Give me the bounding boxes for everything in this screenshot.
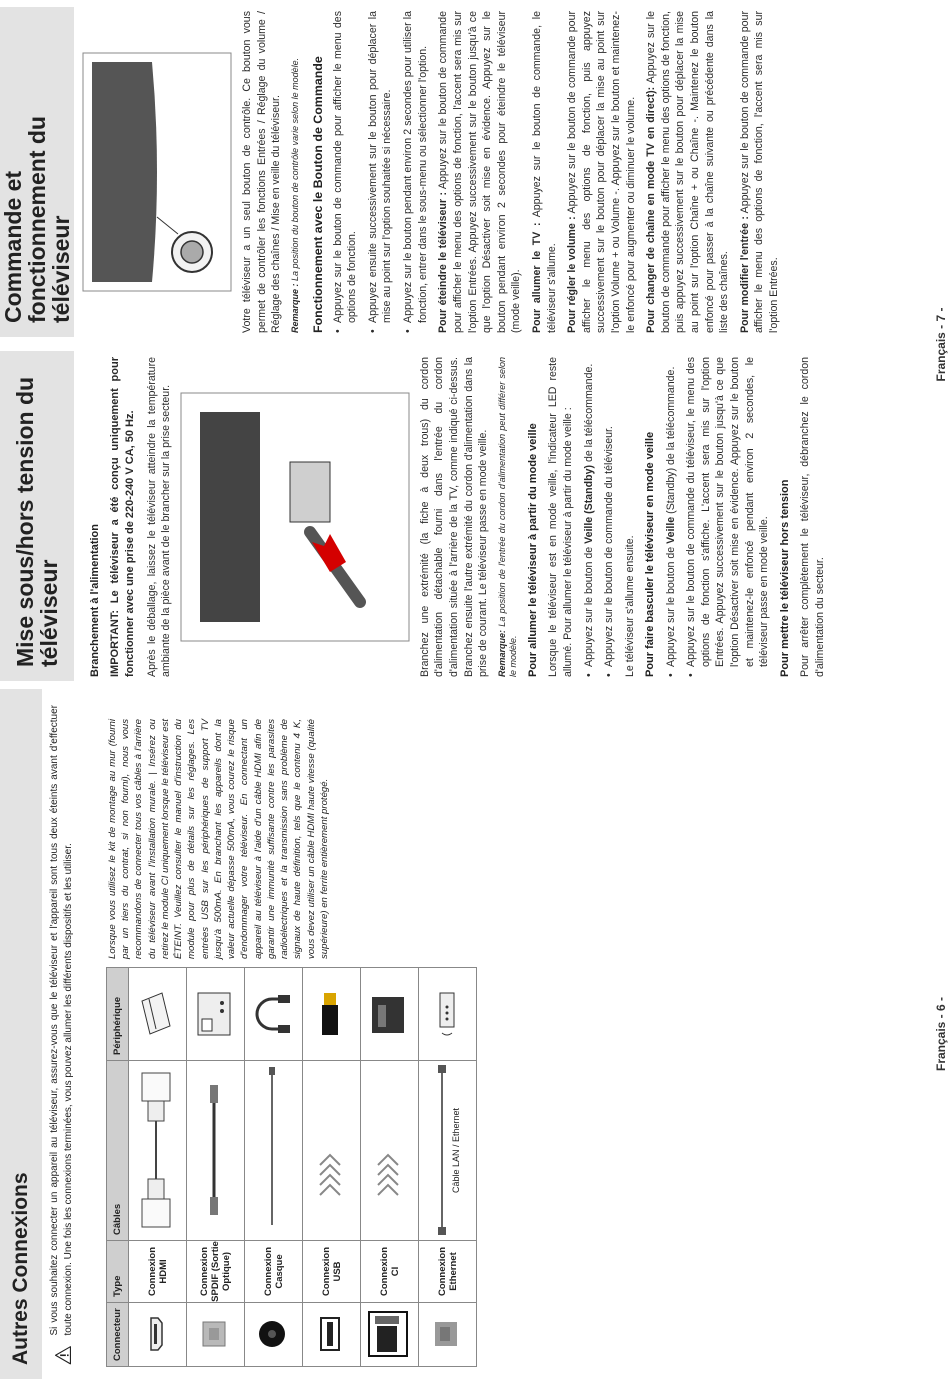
headphone-jack-icon bbox=[245, 1303, 303, 1367]
spdif-connector-icon bbox=[187, 1303, 245, 1367]
title-commande: Commande et fonctionnement du téléviseur bbox=[0, 7, 74, 337]
column-alimentation bbox=[82, 357, 833, 677]
para-chaine bbox=[644, 11, 732, 333]
list-item-text: Appuyez sur le bouton de bbox=[664, 546, 677, 667]
spdif-cable-icon bbox=[187, 1061, 245, 1241]
note-cordon-text: La position de l'entrée du cordon d'alimentation peut différer selon le modèle. bbox=[496, 357, 519, 677]
note-bouton bbox=[290, 11, 302, 333]
device-cam-module-icon bbox=[361, 968, 419, 1061]
para-hors-tension: Pour arrêter complètement le téléviseur, débranchez le cordon d'alimentation du secteur. bbox=[798, 357, 826, 677]
text-volume: Appuyez sur le bouton de commande pour afficher le menu des options de fonction, puis appuyez successivement sur le bouton pour déplacer la mise au point sur l'option Volume + ou Volume -. Appuyez sur le bouton et maintenez-le enfoncé pour augmenter ou diminuer le volume. bbox=[566, 11, 637, 333]
type-usb: Connexion USB bbox=[303, 1241, 361, 1303]
col-type: Type bbox=[107, 1241, 129, 1303]
page-mise-sous-tension bbox=[0, 0, 950, 689]
list-item-text: (Standby) de la télécommande. bbox=[664, 366, 677, 514]
hdmi-connector-icon bbox=[129, 1303, 187, 1367]
device-router-icon bbox=[419, 968, 477, 1061]
list-allumer bbox=[582, 357, 617, 677]
list-item-bold: Veille (Standby) bbox=[582, 465, 595, 544]
title-mise-sous-tension: Mise sous/hors tension du téléviseur bbox=[0, 351, 74, 681]
para-branchez: Branchez une extrémité (la fiche à deux trous) du cordon d'alimentation détachable fourni dans l'entrée du cordon d'alimentation située à l'arrière de la TV, comme indiqué ci-dessus. Branchez ensuite l'autre extrémité du cordon d'alimentation dans la prise de courant. Le téléviseur passe en mode veille. bbox=[418, 357, 490, 677]
ci-chevrons-icon bbox=[361, 1061, 419, 1241]
list-item: • Appuyez sur le bouton de commande pour afficher le menu des options de fonction. bbox=[331, 11, 360, 333]
para-eteindre bbox=[436, 11, 524, 333]
device-usb-stick-icon bbox=[303, 968, 361, 1061]
device-dvd-icon bbox=[129, 968, 187, 1061]
column-commande bbox=[82, 11, 788, 333]
list-item-text: Appuyez sur le bouton de bbox=[582, 546, 595, 667]
type-hdmi: Connexion HDMI bbox=[129, 1241, 187, 1303]
para-bouton: Votre téléviseur a un seul bouton de contrôle. Ce bouton vous permet de contrôler les fonctions Entrées / Réglage du volume / Réglage des chaînes / Mise en veille du téléviseur. bbox=[241, 11, 283, 333]
table-row bbox=[361, 968, 419, 1367]
list-item: • Appuyez ensuite successivement sur le bouton pour déplacer la mise au point sur l'option souhaitée si nécessaire. bbox=[366, 11, 395, 333]
lead-allumer-tv: Pour allumer le TV : bbox=[530, 222, 543, 333]
type-casque: Connexion Casque bbox=[245, 1241, 303, 1303]
para-allume: Le téléviseur s'allume ensuite. bbox=[623, 535, 636, 677]
warning-block bbox=[48, 705, 78, 1365]
heading-hors-tension: Pour mettre le téléviseur hors tension bbox=[778, 479, 791, 677]
list-item-bold: Veille bbox=[664, 516, 677, 544]
important-note: IMPORTANT: Le téléviseur a été conçu uniquement pour fonctionner avec une prise de 220-240 V CA, 50 Hz. bbox=[109, 357, 137, 677]
table-row bbox=[129, 968, 187, 1367]
type-ethernet: Connexion Ethernet bbox=[419, 1241, 477, 1303]
ethernet-port-icon bbox=[419, 1303, 477, 1367]
note-bouton-text: La position du bouton de contrôle varie selon le modèle. bbox=[289, 57, 300, 281]
list-item: • Appuyez sur le bouton pendant environ 2 secondes pour utiliser la fonction, entrer dans le sous-menu ou sélectionner l'option. bbox=[401, 11, 430, 333]
para-volume bbox=[565, 11, 638, 333]
col-cables: Câbles bbox=[107, 1061, 129, 1241]
note-cordon-label: Remarque: bbox=[496, 629, 507, 677]
list-item-text: de la télécommande. bbox=[582, 363, 595, 463]
table-row bbox=[303, 968, 361, 1367]
heading-allumer: Pour allumer le téléviseur à partir du mode veille bbox=[527, 423, 540, 677]
list-item bbox=[582, 357, 597, 677]
text-chaine: Appuyez sur le bouton de commande pour afficher le menu des options de fonction, puis appuyez successivement sur le bouton pour déplacer la mise au point sur l'option Chaîne + ou Chaîne -. Maintenez le bouton enfoncé pour passer à la chaîne suivante ou précédente dans la liste des chaînes. bbox=[645, 10, 731, 333]
list-item: • Appuyez sur le bouton de commande du téléviseur. bbox=[602, 357, 617, 677]
title-autres-connexions: Autres Connexions bbox=[0, 689, 42, 1379]
para-deballage: Après le déballage, laissez le téléviseur atteindre la température ambiante de la pièce avant de le brancher sur la prise secteur. bbox=[145, 357, 173, 677]
lead-chaine: Pour changer de chaîne en mode TV en direct): bbox=[645, 86, 658, 333]
side-note: Lorsque vous utilisez le kit de montage au mur (fourni par un tiers du contrat, si non fourni), nous vous recommandons de connecter tous vos câbles à l'arrière du téléviseur avant l'installation murale. | Insérez ou retirez le module CI uniquement lorsque le téléviseur est ÉTEINT. Veuillez consulter le manuel d'instruction du module pour plus de détails sur les réglages. Les entrées USB sur les périphériques de support TV jusqu'à 500mA. En branchant les appareils dont la valeur actuelle dépasse 500mA, vous courez le risque d'endommager votre téléviseur. En connectant un appareil au téléviseur à l'aide d'un câble HDMI afin de garantir une immunité suffisante contre les parasites radioélectriques et la transmission sans problème de signaux de haute définition, tels que le contenu 4 K, vous devez utiliser un câble HDMI haute vitesse (qualité supérieure) en ferrite entièrement protégé. bbox=[107, 719, 330, 959]
page-autres-connexions bbox=[0, 689, 950, 1379]
footer-page-7: Français - 7 - bbox=[934, 307, 948, 382]
heading-branchement: Branchement à l'alimentation bbox=[89, 524, 101, 677]
device-amplifier-icon bbox=[187, 968, 245, 1061]
list-item bbox=[664, 357, 679, 677]
headphone-cable-icon bbox=[245, 1061, 303, 1241]
table-row bbox=[187, 968, 245, 1367]
usb-port-icon bbox=[303, 1303, 361, 1367]
text-allumer-tv: Appuyez sur le bouton de commande, le téléviseur s'allume. bbox=[530, 11, 558, 333]
control-button-illustration bbox=[82, 52, 232, 292]
para-allumer: Lorsque le téléviseur est en mode veille, l'indicateur LED reste allumé. Pour allumer le téléviseur à partir du mode veille : bbox=[547, 357, 574, 677]
ethernet-cable-label: Câble LAN / Ethernet bbox=[450, 1107, 461, 1194]
list-item: • Appuyez sur le bouton de commande du téléviseur, le menu des options de fonction s'affiche. L'accent sera mis sur l'option Entrées. Appuyez successivement sur le bouton jusqu'à ce que l'option Désactiver soit mise en évidence. Appuyez sur le bouton et maintenez-le enfoncé pendant environ 2 secondes, le téléviseur passe en mode veille. bbox=[684, 357, 772, 677]
heading-fonctionnement: Fonctionnement avec le Bouton de Commande bbox=[310, 56, 325, 333]
type-spdif: Connexion SPDIF (Sortie Optique) bbox=[187, 1241, 245, 1303]
warning-icon bbox=[48, 1346, 78, 1365]
power-cord-illustration bbox=[180, 392, 410, 642]
heading-basculer: Pour faire basculer le téléviseur en mode veille bbox=[644, 431, 657, 677]
warning-text: Si vous souhaitez connecter un appareil au téléviseur, assurez-vous que le téléviseur et l'appareil sont tous deux éteints avant d'effectuer toute connexion. Une fois les connexions terminées, vous pouvez allumer les différents dispositifs et les utiliser. bbox=[49, 705, 74, 1336]
ci-slot-icon bbox=[361, 1303, 419, 1367]
hdmi-cable-icon bbox=[129, 1061, 187, 1241]
col-connecteur: Connecteur bbox=[107, 1303, 129, 1367]
table-row bbox=[419, 968, 477, 1367]
usb-chevrons-icon bbox=[303, 1061, 361, 1241]
connections-table bbox=[106, 967, 477, 1367]
text-entree: Appuyez sur le bouton de commande pour afficher le menu des options de fonction, l'accent sera mis sur l'option Entrées. bbox=[738, 11, 781, 333]
text-eteindre: Appuyez sur le bouton de commande pour afficher le menu des options de fonction, l'accent sera mis sur l'option Entrées. Appuyez successivement sur le bouton jusqu'à ce que l'option Désactiver soit mise en évidence. Appuyez sur le bouton pendant environ 2 secondes pour éteindre le téléviseur (mode veille). bbox=[437, 10, 523, 333]
lead-entree: Pour modifier l'entrée : bbox=[738, 216, 751, 333]
ethernet-cable bbox=[419, 1061, 477, 1241]
device-headphones-icon bbox=[245, 968, 303, 1061]
lead-eteindre: Pour éteindre le téléviseur : bbox=[437, 191, 450, 333]
para-allumer-tv bbox=[530, 11, 559, 333]
list-fonctionnement bbox=[331, 11, 431, 333]
para-entree bbox=[738, 11, 782, 333]
table-row bbox=[245, 968, 303, 1367]
type-ci: Connexion CI bbox=[361, 1241, 419, 1303]
col-peripherique: Périphérique bbox=[107, 968, 129, 1061]
footer-page-6: Français - 6 - bbox=[934, 996, 948, 1072]
note-cordon bbox=[497, 357, 520, 677]
note-bouton-label: Remarque : bbox=[289, 283, 300, 333]
lead-volume: Pour régler le volume : bbox=[566, 216, 579, 333]
list-basculer bbox=[664, 357, 772, 677]
